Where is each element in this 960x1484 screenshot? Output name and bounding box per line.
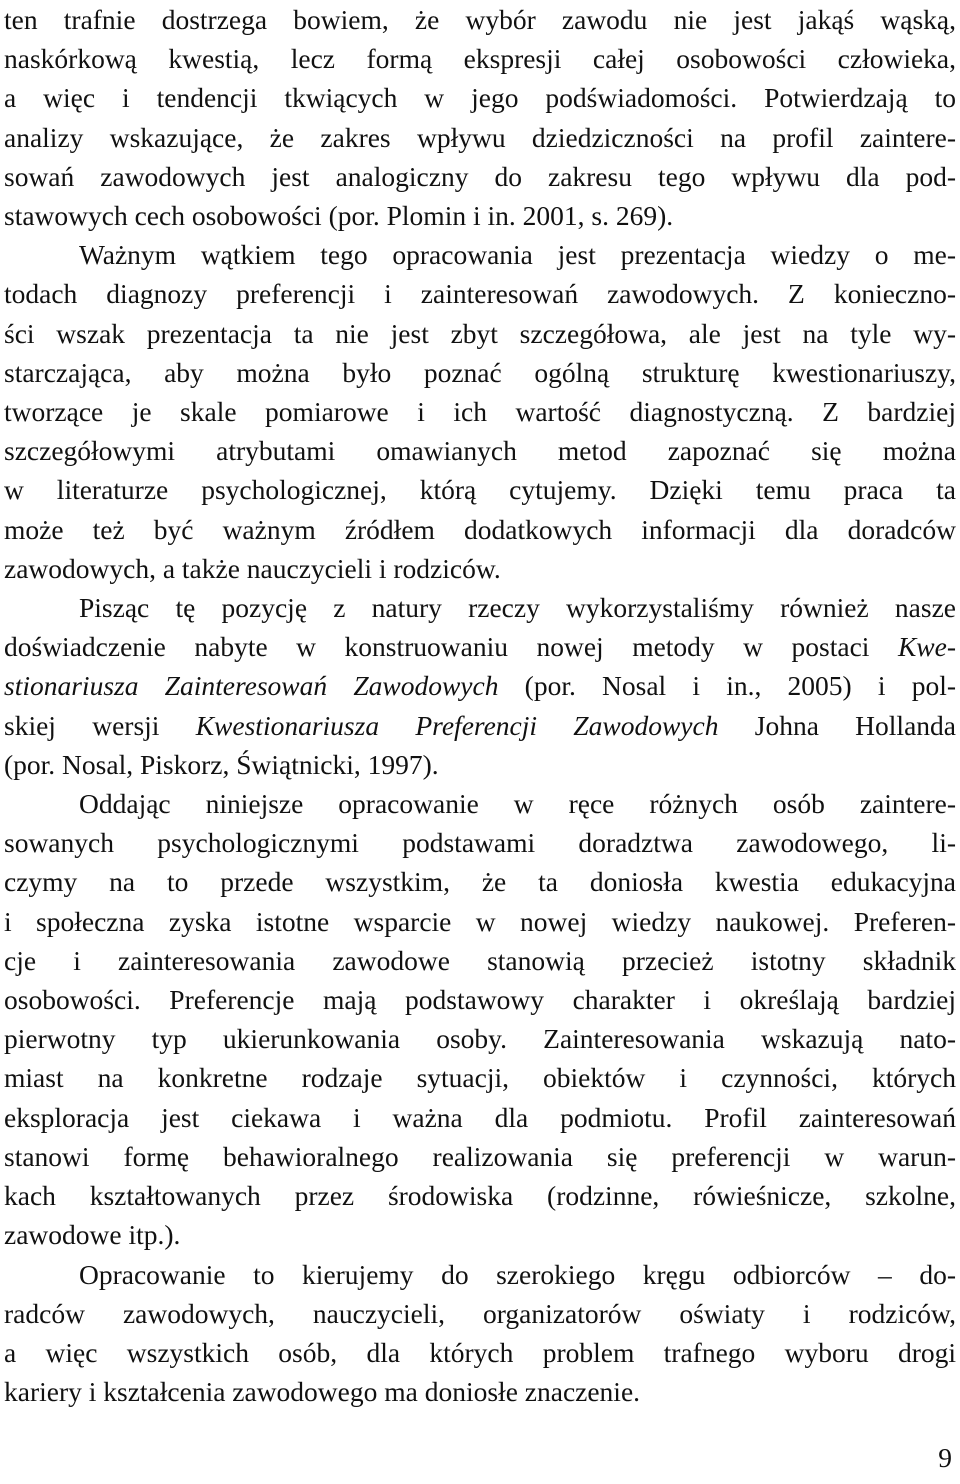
- italic-title: Kwestionariusza Preferencji Zawodowych: [195, 709, 719, 741]
- text-line: skiej wersji Kwestionariusza Preferencji Zawodowych Johna Hollanda: [4, 709, 956, 741]
- text-line: stawowych cech osobowości (por. Plomin i in. 2001, s. 269).: [4, 200, 674, 232]
- text-line: tworzące je skale pomiarowe i ich wartość diagnostyczną. Z bardziej: [4, 396, 956, 428]
- document-body: [4, 0, 956, 1411]
- paragraph: [4, 1255, 956, 1412]
- text-line: stionariusza Zainteresowań Zawodowych (por. Nosal i in., 2005) i pol-: [4, 670, 956, 702]
- text-line: w literaturze psychologicznej, którą cytujemy. Dzięki temu praca ta: [4, 474, 956, 506]
- text-line: Oddając niniejsze opracowanie w ręce różnych osób zaintere-: [79, 788, 956, 820]
- text-line: a więc i tendencji tkwiących w jego podświadomości. Potwierdzają to: [4, 82, 956, 114]
- page-number: 9: [938, 1442, 952, 1473]
- text-line: stanowi formę behawioralnego realizowania się preferencji w warun-: [4, 1140, 956, 1172]
- text-line: naskórkową kwestią, lecz formą ekspresji całej osobowości człowieka,: [4, 43, 956, 75]
- paragraph: [4, 235, 956, 588]
- text-line: czymy na to przede wszystkim, że ta doniosła kwestia edukacyjna: [4, 866, 956, 898]
- text-line: szczegółowymi atrybutami omawianych metod zapoznać się można: [4, 435, 956, 467]
- paragraph: [4, 0, 956, 235]
- italic-title: stionariusza Zainteresowań Zawodowych: [4, 670, 499, 702]
- text-line: kariery i kształcenia zawodowego ma doniosłe znaczenie.: [4, 1376, 641, 1408]
- text-line: może też być ważnym źródłem dodatkowych informacji dla doradców: [4, 513, 956, 545]
- text-line: Ważnym wątkiem tego opracowania jest prezentacja wiedzy o me-: [79, 239, 956, 271]
- text-line: zawodowe itp.).: [4, 1219, 181, 1251]
- text-line: doświadczenie nabyte w konstruowaniu nowej metody w postaci Kwe-: [4, 631, 956, 663]
- text-line: eksploracja jest ciekawa i ważna dla podmiotu. Profil zainteresowań: [4, 1101, 956, 1133]
- paragraph: [4, 588, 956, 784]
- text-line: cje i zainteresowania zawodowe stanowią przecież istotny składnik: [4, 944, 956, 976]
- text-line: miast na konkretne rodzaje sytuacji, obiektów i czynności, których: [4, 1062, 956, 1094]
- text-line: a więc wszystkich osób, dla których problem trafnego wyboru drogi: [4, 1336, 956, 1368]
- text-line: starczająca, aby można było poznać ogólną strukturę kwestionariuszy,: [4, 356, 956, 388]
- text-line: pierwotny typ ukierunkowania osoby. Zainteresowania wskazują nato-: [4, 1023, 956, 1055]
- text-line: ten trafnie dostrzega bowiem, że wybór zawodu nie jest jakąś wąską,: [4, 4, 956, 35]
- text-line: sowań zawodowych jest analogiczny do zakresu tego wpływu dla pod-: [4, 160, 956, 192]
- text-line: kach kształtowanych przez środowiska (rodzinne, rówieśnicze, szkolne,: [4, 1180, 956, 1212]
- text-line: todach diagnozy preferencji i zainteresowań zawodowych. Z konieczno-: [4, 278, 956, 310]
- text-line: osobowości. Preferencje mają podstawowy charakter i określają bardziej: [4, 984, 956, 1016]
- text-line: Pisząc tę pozycję z natury rzeczy wykorzystaliśmy również nasze: [79, 592, 956, 624]
- text-line: sowanych psychologicznymi podstawami doradztwa zawodowego, li-: [4, 827, 956, 859]
- italic-title: Kwe-: [897, 631, 956, 663]
- text-line: analizy wskazujące, że zakres wpływu dziedziczności na profil zaintere-: [4, 121, 956, 153]
- text-line: ści wszak prezentacja ta nie jest zbyt szczegółowa, ale jest na tyle wy-: [4, 317, 956, 349]
- text-line: Opracowanie to kierujemy do szerokiego kręgu odbiorców – do-: [79, 1258, 956, 1290]
- paragraph: [4, 784, 956, 1254]
- text-line: zawodowych, a także nauczycieli i rodziców.: [4, 552, 501, 584]
- text-line: radców zawodowych, nauczycieli, organizatorów oświaty i rodziców,: [4, 1297, 956, 1329]
- text-line: i społeczna zyska istotne wsparcie w nowej wiedzy naukowej. Preferen-: [4, 905, 956, 937]
- text-line: (por. Nosal, Piskorz, Świątnicki, 1997).: [4, 748, 439, 780]
